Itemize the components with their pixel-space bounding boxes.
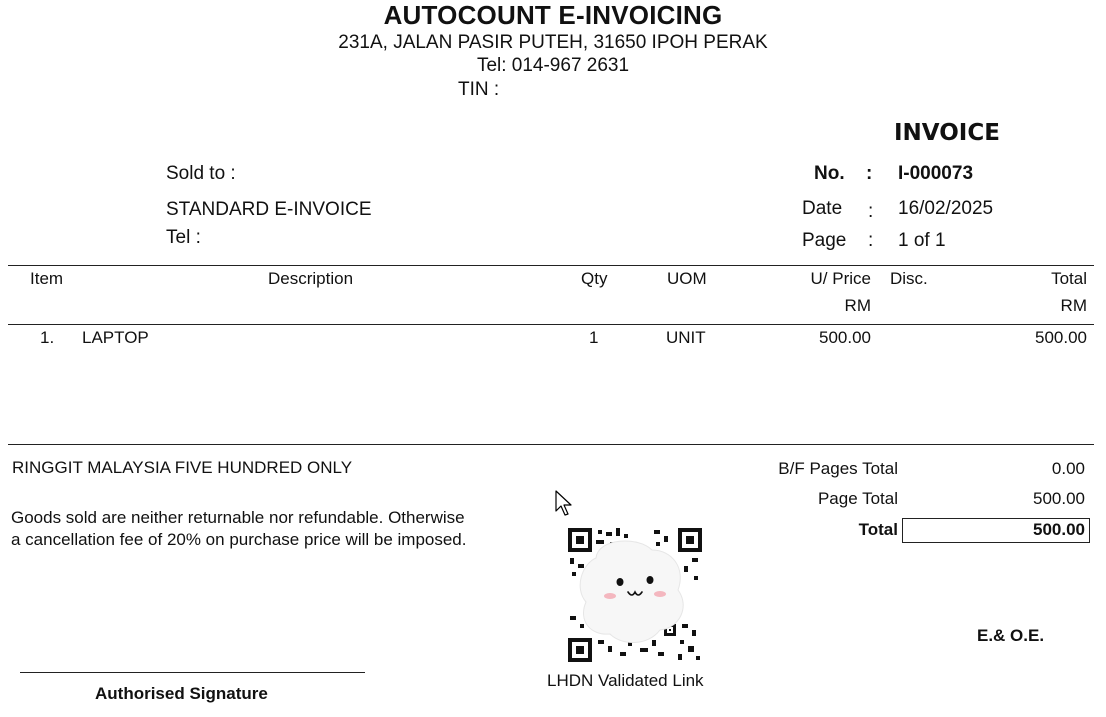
col-header-disc: Disc. (890, 269, 928, 288)
qr-caption: LHDN Validated Link (547, 671, 704, 690)
company-tel: Tel: 014-967 2631 (476, 55, 630, 76)
col-header-description: Description (268, 269, 354, 288)
table-header-rule (8, 324, 1094, 325)
invoice-date-label: Date (802, 198, 843, 219)
invoice-no-value: I-000073 (898, 163, 974, 184)
bf-pages-total-label: B/F Pages Total (778, 459, 898, 478)
col-header-item: Item (30, 269, 64, 288)
invoice-date-value: 16/02/2025 (898, 198, 994, 219)
grand-total-label: Total (858, 520, 898, 539)
bf-pages-total-value: 0.00 (1051, 459, 1085, 478)
invoice-page-label: Page (802, 230, 847, 251)
company-name: AUTOCOUNT E-INVOICING (383, 0, 723, 30)
row-unit-price: 500.00 (819, 328, 871, 347)
row-uom: UNIT (666, 328, 706, 347)
authorised-signature-label: Authorised Signature (95, 684, 268, 703)
document-title: INVOICE (894, 120, 1000, 146)
eoe-note: E.& O.E. (977, 626, 1045, 645)
invoice-no-label: No. (814, 163, 845, 184)
company-tin: TIN : (458, 79, 500, 100)
customer-tel-label: Tel : (166, 227, 201, 248)
sold-to-label: Sold to : (166, 163, 236, 184)
page-total-value: 500.00 (1033, 489, 1085, 508)
col-header-unit-price: U/ Price (810, 269, 871, 288)
customer-name: STANDARD E-INVOICE (166, 199, 372, 220)
amount-in-words: RINGGIT MALAYSIA FIVE HUNDRED ONLY (12, 458, 353, 477)
row-description: LAPTOP (82, 328, 149, 347)
grand-total-value: 500.00 (1033, 520, 1085, 539)
invoice-date-colon: : (868, 201, 874, 222)
col-header-total-currency: RM (1060, 296, 1087, 315)
table-top-rule (8, 265, 1094, 266)
terms-line-2: a cancellation fee of 20% on purchase price will be imposed. (11, 530, 467, 549)
signature-line (20, 672, 365, 673)
invoice-page-value: 1 of 1 (898, 230, 946, 251)
page-total-label: Page Total (817, 489, 898, 508)
company-address: 231A, JALAN PASIR PUTEH, 31650 IPOH PERAK (338, 32, 768, 53)
mouse-pointer-icon (555, 490, 575, 523)
row-qty: 1 (589, 328, 599, 347)
col-header-qty: Qty (581, 269, 608, 288)
row-total: 500.00 (1035, 328, 1087, 347)
qr-code-icon (568, 528, 702, 662)
col-header-unit-price-currency: RM (844, 296, 871, 315)
invoice-no-colon: : (866, 163, 873, 184)
invoice-page-colon: : (868, 230, 874, 251)
col-header-uom: UOM (667, 269, 707, 288)
col-header-total: Total (1051, 269, 1087, 288)
table-bottom-rule (8, 444, 1094, 445)
row-item-no: 1. (40, 328, 55, 347)
terms-line-1: Goods sold are neither returnable nor refundable. Otherwise (11, 508, 465, 527)
